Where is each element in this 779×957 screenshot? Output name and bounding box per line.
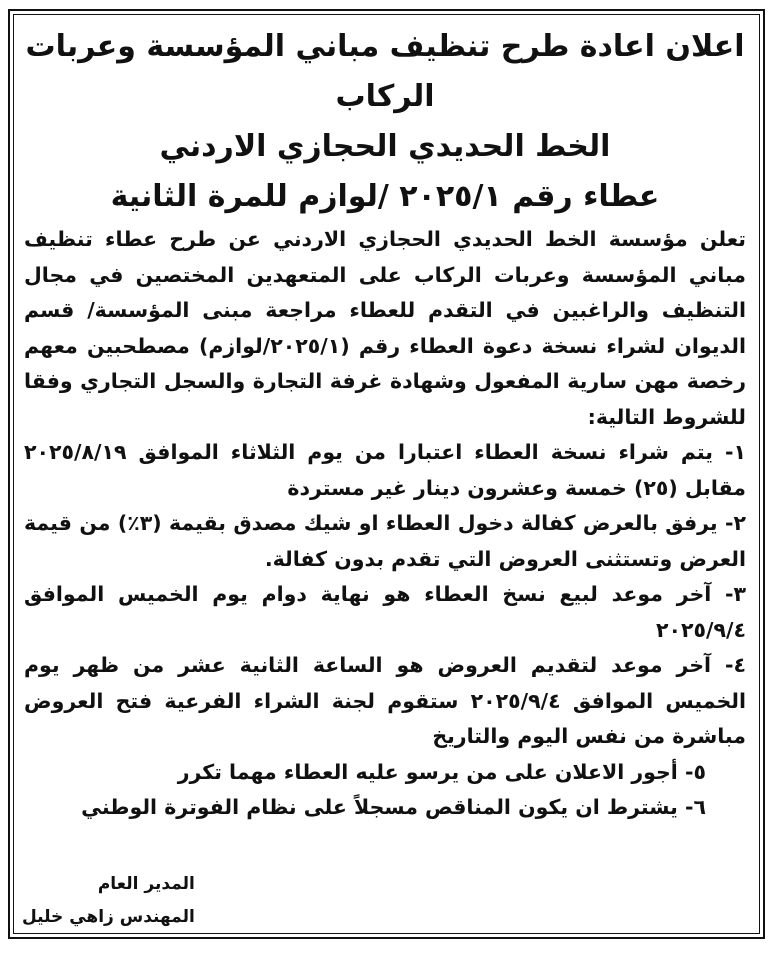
condition-item-5: ٥- أجور الاعلان على من يرسو عليه العطاء مهما تكرر: [177, 759, 706, 784]
signature-position: المدير العام: [97, 874, 195, 894]
intro-paragraph: تعلن مؤسسة الخط الحديدي الحجازي الاردني عن طرح عطاء تنظيف مباني المؤسسة وعربات الركاب على المتعهدين المختصين في مجال التنظيف والراغبين في التقدم للعطاء مراجعة مبنى المؤسسة/ قسم الديوان لشراء نسخة دعوة العطاء رقم (٢٠٢٥/١/لوازم) مصطحبين معهم رخصة مهن سارية المفعول وشهادة غرفة التجارة والسجل التجاري وفقا للشروط التالية:: [24, 227, 746, 429]
condition-item-2: ٢- يرفق بالعرض كفالة دخول العطاء او شيك مصدق بقيمة (٣٪) من قيمة العرض وتستثنى العروض التي تقدم بدون كفالة.: [24, 511, 746, 571]
announcement-content: [24, 22, 746, 826]
signature-block: [22, 868, 195, 934]
title-line-1: اعلان اعادة طرح تنظيف مباني المؤسسة وعربات الركاب: [25, 29, 745, 114]
title-line-3: عطاء رقم ٢٠٢٥/١ /لوازم للمرة الثانية: [110, 179, 660, 214]
condition-item-4: ٤- آخر موعد لتقديم العروض هو الساعة الثانية عشر من ظهر يوم الخميس الموافق ٢٠٢٥/٩/٤ ستقوم لجنة الشراء الفرعية فتح العروض مباشرة من نفس اليوم والتاريخ: [24, 653, 746, 748]
title-line-2: الخط الحديدي الحجازي الاردني: [159, 129, 611, 164]
condition-item-1: ١- يتم شراء نسخة العطاء اعتبارا من يوم الثلاثاء الموافق ٢٠٢٥/٨/١٩ مقابل (٢٥) خمسة وعشرون دينار غير مستردة: [24, 440, 746, 500]
condition-item-3: ٣- آخر موعد لبيع نسخ العطاء هو نهاية دوام يوم الخميس الموافق ٢٠٢٥/٩/٤: [24, 582, 746, 642]
condition-item-6: ٦- يشترط ان يكون المناقص مسجلاً على نظام الفوترة الوطني: [81, 795, 706, 819]
signature-name: المهندس زاهي خليل: [22, 907, 195, 927]
